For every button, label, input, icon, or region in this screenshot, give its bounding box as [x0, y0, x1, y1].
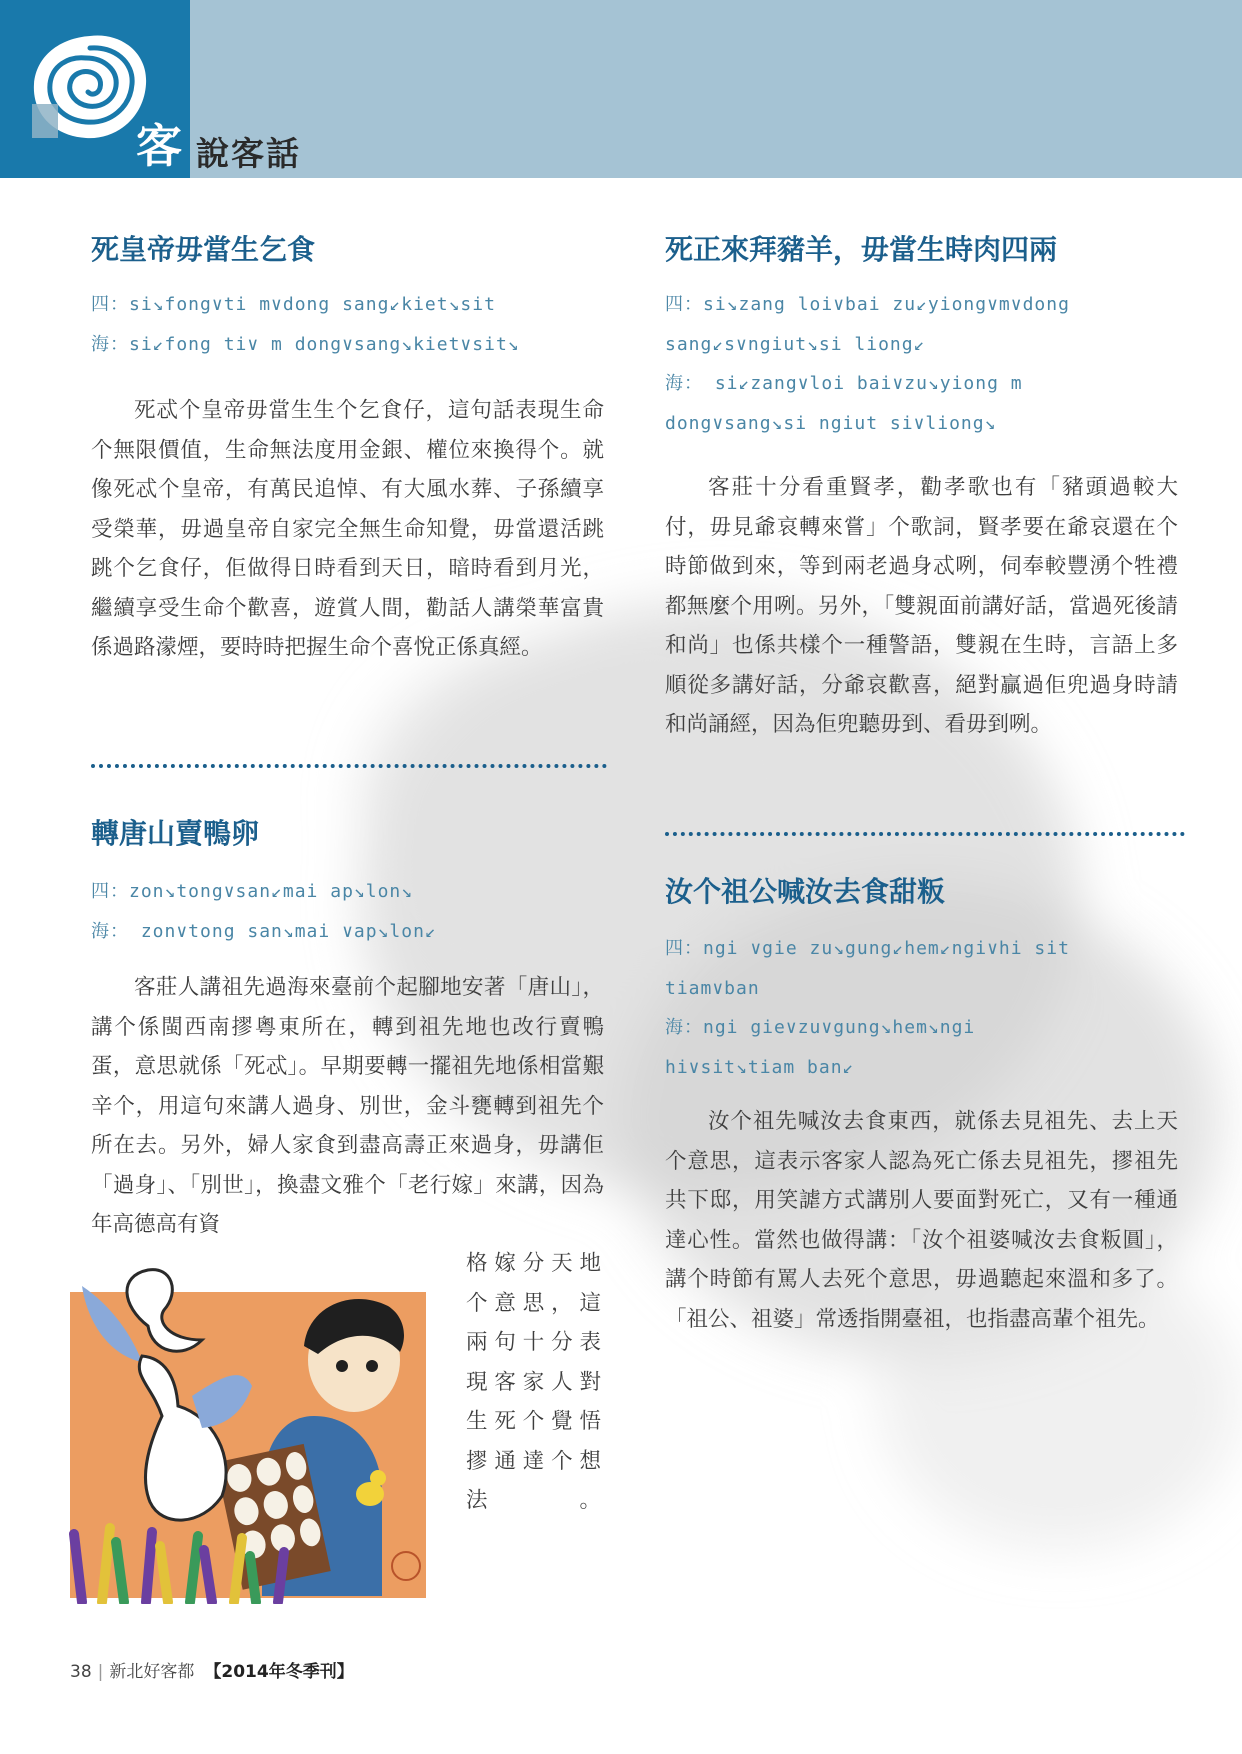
- romanization-line: sang↙s∨ngiut↘si liong↙: [665, 334, 926, 355]
- article-title: 死皇帝毋當生乞食: [91, 233, 316, 266]
- article-body: 客莊十分看重賢孝，勸孝歌也有「豬頭過較大付，毋見爺哀轉來嘗」个歌詞，賢孝要在爺哀還在个時節做到來，等到兩老過身忒咧，伺奉較豐湧个牲禮都無麼个用咧。另外，「雙親面前講好話，當過死後請和尚」也係共樣个一種警語，雙親在生時，言語上多順從多講好話，分爺哀歡喜，絕對贏過佢兜過身時請和尚誦經，因為佢兜聽毋到、看毋到咧。: [665, 475, 1178, 737]
- dotted-divider: [665, 832, 1185, 836]
- page-number: 38: [70, 1662, 92, 1682]
- romanization-line: 海：si↙fong ti∨ m dong∨sang↘kiet∨sit↘: [91, 334, 520, 355]
- illustration-boy-with-geese: [52, 1266, 428, 1604]
- romanization-line: 海：ngi gie∨zu∨gung↘hem↘ngi: [665, 1017, 976, 1038]
- section-logo: 客: [136, 119, 184, 173]
- romanization-line: 四：si↘fong∨ti m∨dong sang↙kiet↘sit: [91, 294, 496, 315]
- article-body: 死忒个皇帝毋當生生个乞食仔，這句話表現生命个無限價值，生命無法度用金銀、權位來換得个。就像死忒个皇帝，有萬民追悼、有大風水葬、子孫續享受榮華，毋過皇帝自家完全無生命知覺，毋當還活跳跳个乞食仔，佢做得日時看到天日，暗時看到月光，繼續享受生命个歡喜，遊賞人間，勸話人講榮華富貴係過路濛煙，要時時把握生命个喜悅正係真經。: [91, 398, 604, 660]
- issue-label: 【2014年冬季刊】: [204, 1662, 354, 1682]
- article-body: 汝个祖先喊汝去食東西，就係去見祖先、去上天个意思，這表示客家人認為死亡係去見祖先，摎祖先共下邸，用笑謔方式講別人要面對死亡，又有一種通達心性。當然也做得講：「汝个祖婆喊汝去食粄圓」，講个時節有罵人去死个意思，毋過聽起來溫和多了。「祖公、祖婆」常透指開臺祖，也指盡高輩个祖先。: [665, 1109, 1178, 1332]
- dotted-divider: [91, 764, 607, 768]
- romanization-line: 海： si↙zang∨loi bai∨zu↘yiong m: [665, 373, 1023, 394]
- article-body-continued: 格嫁分天地个意思，這兩句十分表現客家人對生死个覺悟摎通達个想法。: [466, 1251, 604, 1513]
- article-title: 汝个祖公喊汝去食甜粄: [665, 875, 946, 908]
- article-body: 客莊人講祖先過海來臺前个起腳地安著「唐山」，講个係閩西南摎粵東所在，轉到祖先地也改行賣鴨蛋，意思就係「死忒」。早期要轉一擺祖先地係相當艱辛个，用這句來講人過身、別世，金斗甕轉到祖先个所在去。另外，婦人家食到盡高壽正來過身，毋講佢「過身」、「別世」，換盡文雅个「老行嫁」來講，因為年高德高有資: [91, 975, 604, 1237]
- footer-separator: |: [97, 1662, 104, 1682]
- romanization-line: dong∨sang↘si ngiut si∨liong↘: [665, 413, 997, 434]
- section-title: 說客話: [196, 134, 301, 173]
- romanization-line: hi∨sit↘tiam ban↙: [665, 1057, 855, 1078]
- romanization-line: 四：zon↘tong∨san↙mai ap↘lon↘: [91, 881, 414, 902]
- article-title: 轉唐山賣鴨卵: [91, 817, 260, 850]
- article-title: 死正來拜豬羊，毋當生時肉四兩: [665, 233, 1058, 266]
- romanization-line: 海： zon∨tong san↘mai ∨ap↘lon↙: [91, 921, 437, 942]
- page-footer: [70, 1660, 354, 1684]
- publication-name: 新北好客都: [109, 1662, 195, 1682]
- romanization-line: tiam∨ban: [665, 978, 760, 999]
- romanization-line: 四：si↘zang loi∨bai zu↙yiong∨m∨dong: [665, 294, 1070, 315]
- romanization-line: 四：ngi ∨gie zu↘gung↙hem↙ngi∨hi sit: [665, 938, 1070, 959]
